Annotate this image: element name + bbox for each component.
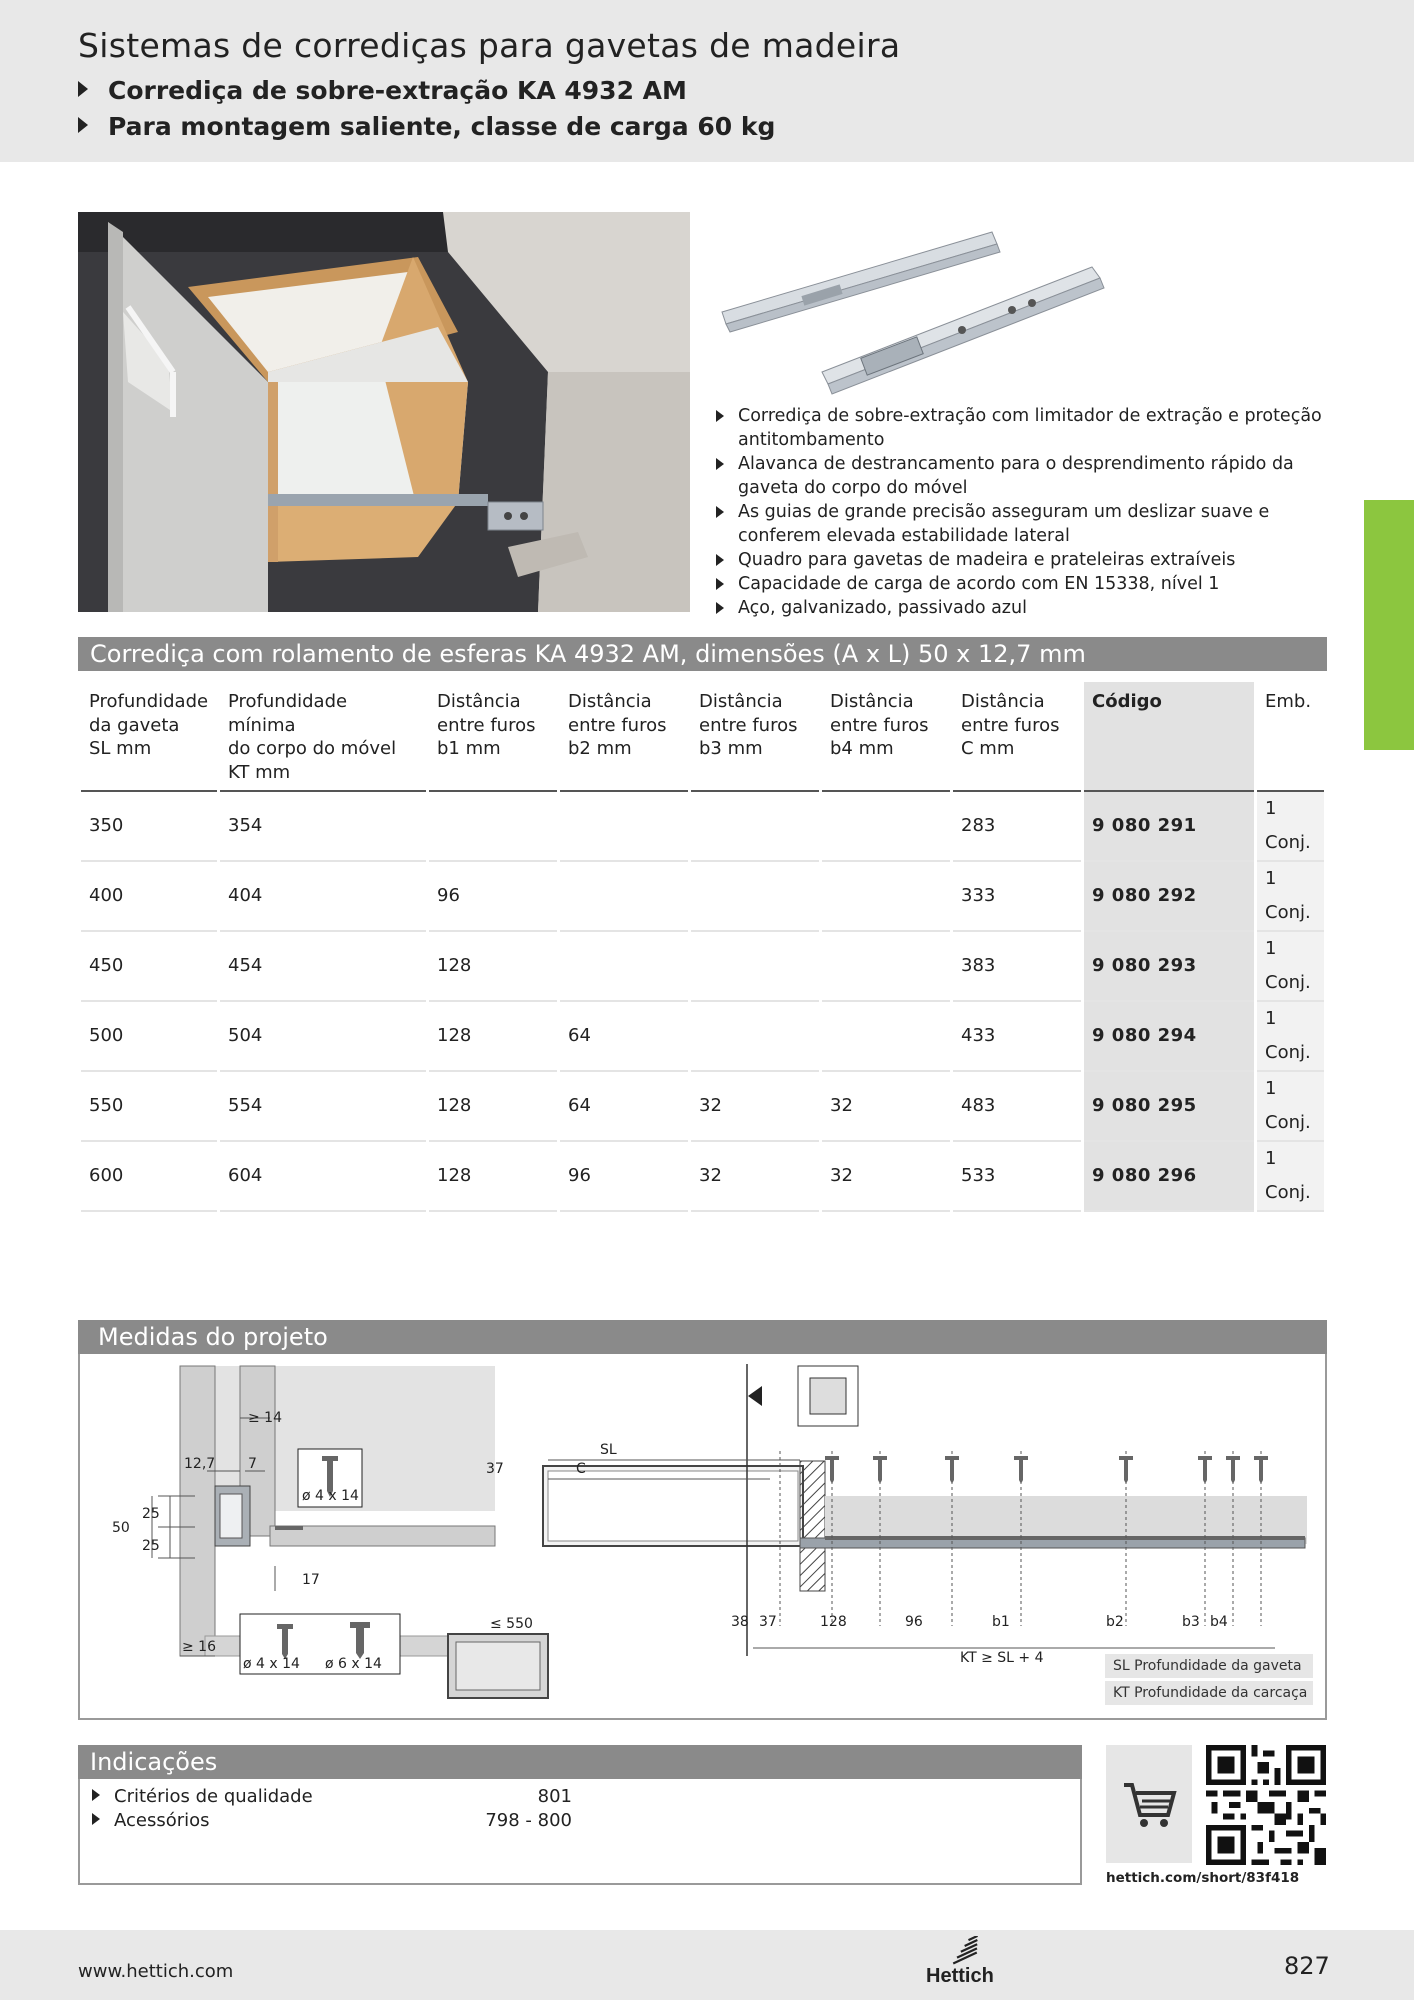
cell-b1: 128: [429, 1002, 557, 1072]
cell-b2: 64: [560, 1002, 688, 1072]
feature-item: Quadro para gavetas de madeira e prateleiras extraíveis: [712, 548, 1352, 572]
indication-label: Critérios de qualidade: [114, 1786, 313, 1807]
indication-page[interactable]: 801: [537, 1786, 572, 1807]
feature-list: [712, 404, 1352, 620]
dim-25a: 25: [142, 1506, 160, 1522]
cell-b4: 32: [822, 1142, 950, 1212]
col-header-emb: Emb.: [1257, 682, 1324, 792]
cart-icon: [1106, 1745, 1192, 1863]
dim-7: 7: [248, 1456, 257, 1472]
cell-b1: 128: [429, 1072, 557, 1142]
cell-emb: 1 Conj.: [1257, 1002, 1324, 1072]
cell-code[interactable]: 9 080 294: [1084, 1002, 1254, 1072]
cell-sl: 550: [81, 1072, 217, 1142]
cell-emb: 1 Conj.: [1257, 932, 1324, 1002]
cell-c: 283: [953, 792, 1081, 862]
col-header-kt: Profundidade mínima do corpo do móvel KT mm: [220, 682, 426, 792]
cell-c: 383: [953, 932, 1081, 1002]
cell-b2: [560, 862, 688, 932]
cell-code[interactable]: 9 080 291: [1084, 792, 1254, 862]
table-header-row: [81, 682, 1324, 792]
feature-item: Corrediça de sobre-extração com limitador de extração e proteção antitombamento: [712, 404, 1352, 452]
table-row: [81, 792, 1324, 862]
page-title: Sistemas de corrediças para gavetas de madeira: [78, 26, 901, 65]
indication-item[interactable]: [92, 1810, 210, 1831]
cell-c: 533: [953, 1142, 1081, 1212]
cell-kt: 604: [220, 1142, 426, 1212]
subtitle-2: [78, 112, 775, 141]
dim-ge14: ≥ 14: [248, 1410, 282, 1426]
slide-rails-photo: [712, 212, 1132, 402]
table-row: [81, 1072, 1324, 1142]
dim-37-top: 37: [486, 1461, 504, 1477]
legend-sl: SL Profundidade da gaveta: [1105, 1654, 1313, 1678]
feature-item: Capacidade de carga de acordo com EN 15338, nível 1: [712, 572, 1352, 596]
cell-c: 483: [953, 1072, 1081, 1142]
indications-title: Indicações: [78, 1745, 1082, 1779]
dim-b3: b3: [1182, 1614, 1200, 1630]
cell-c: 333: [953, 862, 1081, 932]
dim-b4: b4: [1210, 1614, 1228, 1630]
website-link[interactable]: www.hettich.com: [78, 1961, 234, 1982]
col-header-c: Distância entre furos C mm: [953, 682, 1081, 792]
dim-kt: KT ≥ SL + 4: [960, 1650, 1044, 1666]
cell-b1: 128: [429, 1142, 557, 1212]
screw-label-3: ø 6 x 14: [325, 1656, 382, 1672]
cell-b3: [691, 792, 819, 862]
page-number: 827: [1284, 1952, 1330, 1980]
logo-text: Hettich: [926, 1965, 994, 1986]
table-row: [81, 1002, 1324, 1072]
dim-le550: ≤ 550: [490, 1616, 533, 1632]
col-header-b2: Distância entre furos b2 mm: [560, 682, 688, 792]
cell-b2: 96: [560, 1142, 688, 1212]
cell-b4: [822, 932, 950, 1002]
dim-c: C: [576, 1461, 586, 1477]
col-header-b3: Distância entre furos b3 mm: [691, 682, 819, 792]
cell-sl: 500: [81, 1002, 217, 1072]
subtitle-1-text: Corrediça de sobre-extração KA 4932 AM: [108, 76, 687, 105]
table-title: Corrediça com rolamento de esferas KA 4932 AM, dimensões (A x L) 50 x 12,7 mm: [78, 637, 1327, 671]
cell-emb: 1 Conj.: [1257, 862, 1324, 932]
cell-emb: 1 Conj.: [1257, 1142, 1324, 1212]
bullet-arrow-icon: [92, 1813, 100, 1825]
section-tab[interactable]: [1364, 500, 1414, 750]
project-title: Medidas do projeto: [78, 1320, 1327, 1354]
feature-item: As guias de grande precisão asseguram um deslizar suave e conferem elevada estabilidade lateral: [712, 500, 1352, 548]
dim-96: 96: [905, 1614, 923, 1630]
dim-17: 17: [302, 1572, 320, 1588]
dim-50: 50: [112, 1520, 130, 1536]
cell-b3: [691, 862, 819, 932]
qr-code[interactable]: [1206, 1745, 1326, 1865]
col-header-b1: Distância entre furos b1 mm: [429, 682, 557, 792]
cell-b3: [691, 932, 819, 1002]
cell-b4: 32: [822, 1072, 950, 1142]
dim-25b: 25: [142, 1538, 160, 1554]
col-header-code: Código: [1084, 682, 1254, 792]
cell-b3: 32: [691, 1142, 819, 1212]
cell-kt: 454: [220, 932, 426, 1002]
cell-b2: 64: [560, 1072, 688, 1142]
cell-sl: 350: [81, 792, 217, 862]
subtitle-2-text: Para montagem saliente, classe de carga 60 kg: [108, 112, 776, 141]
dim-38: 38: [731, 1614, 749, 1630]
cell-b4: [822, 792, 950, 862]
cell-c: 433: [953, 1002, 1081, 1072]
hettich-logo: [924, 1936, 996, 1986]
shop-link[interactable]: hettich.com/short/83f418: [1106, 1870, 1300, 1886]
cell-kt: 404: [220, 862, 426, 932]
legend-kt: KT Profundidade da carcaça: [1105, 1681, 1313, 1705]
cell-b2: [560, 792, 688, 862]
cell-b1: [429, 792, 557, 862]
shop-button[interactable]: [1106, 1745, 1192, 1863]
dim-37: 37: [759, 1614, 777, 1630]
screw-label-1: ø 4 x 14: [302, 1488, 359, 1504]
cell-emb: 1 Conj.: [1257, 792, 1324, 862]
cell-kt: 354: [220, 792, 426, 862]
cell-kt: 554: [220, 1072, 426, 1142]
cell-kt: 504: [220, 1002, 426, 1072]
indication-item[interactable]: [92, 1786, 313, 1807]
cell-code[interactable]: 9 080 295: [1084, 1072, 1254, 1142]
cell-code[interactable]: 9 080 293: [1084, 932, 1254, 1002]
dim-b1: b1: [992, 1614, 1010, 1630]
bullet-arrow-icon: [92, 1789, 100, 1801]
dim-sl: SL: [600, 1442, 617, 1458]
col-header-sl: Profundidade da gaveta SL mm: [81, 682, 217, 792]
dim-b2: b2: [1106, 1614, 1124, 1630]
screw-label-2: ø 4 x 14: [243, 1656, 300, 1672]
spec-table: [78, 682, 1327, 1212]
cell-b4: [822, 1002, 950, 1072]
dim-ge16: ≥ 16: [182, 1639, 216, 1655]
cell-sl: 400: [81, 862, 217, 932]
indication-label: Acessórios: [114, 1810, 210, 1831]
feature-item: Alavanca de destrancamento para o desprendimento rápido da gaveta do corpo do móvel: [712, 452, 1352, 500]
table-row: [81, 1142, 1324, 1212]
indication-page[interactable]: 798 - 800: [485, 1810, 572, 1831]
cell-sl: 600: [81, 1142, 217, 1212]
table-row: [81, 932, 1324, 1002]
dim-128: 128: [820, 1614, 847, 1630]
bullet-arrow-icon: [78, 81, 88, 97]
cell-b1: 128: [429, 932, 557, 1002]
cell-b4: [822, 862, 950, 932]
bullet-arrow-icon: [78, 117, 88, 133]
cell-b2: [560, 932, 688, 1002]
drawer-photo: [78, 212, 690, 612]
cell-b3: [691, 1002, 819, 1072]
cell-b3: 32: [691, 1072, 819, 1142]
cell-b1: 96: [429, 862, 557, 932]
table-row: [81, 862, 1324, 932]
cell-code[interactable]: 9 080 292: [1084, 862, 1254, 932]
subtitle-1: [78, 76, 687, 105]
cell-emb: 1 Conj.: [1257, 1072, 1324, 1142]
feature-item: Aço, galvanizado, passivado azul: [712, 596, 1352, 620]
dim-12-7: 12,7: [184, 1456, 216, 1472]
cell-code[interactable]: 9 080 296: [1084, 1142, 1254, 1212]
cell-sl: 450: [81, 932, 217, 1002]
col-header-b4: Distância entre furos b4 mm: [822, 682, 950, 792]
